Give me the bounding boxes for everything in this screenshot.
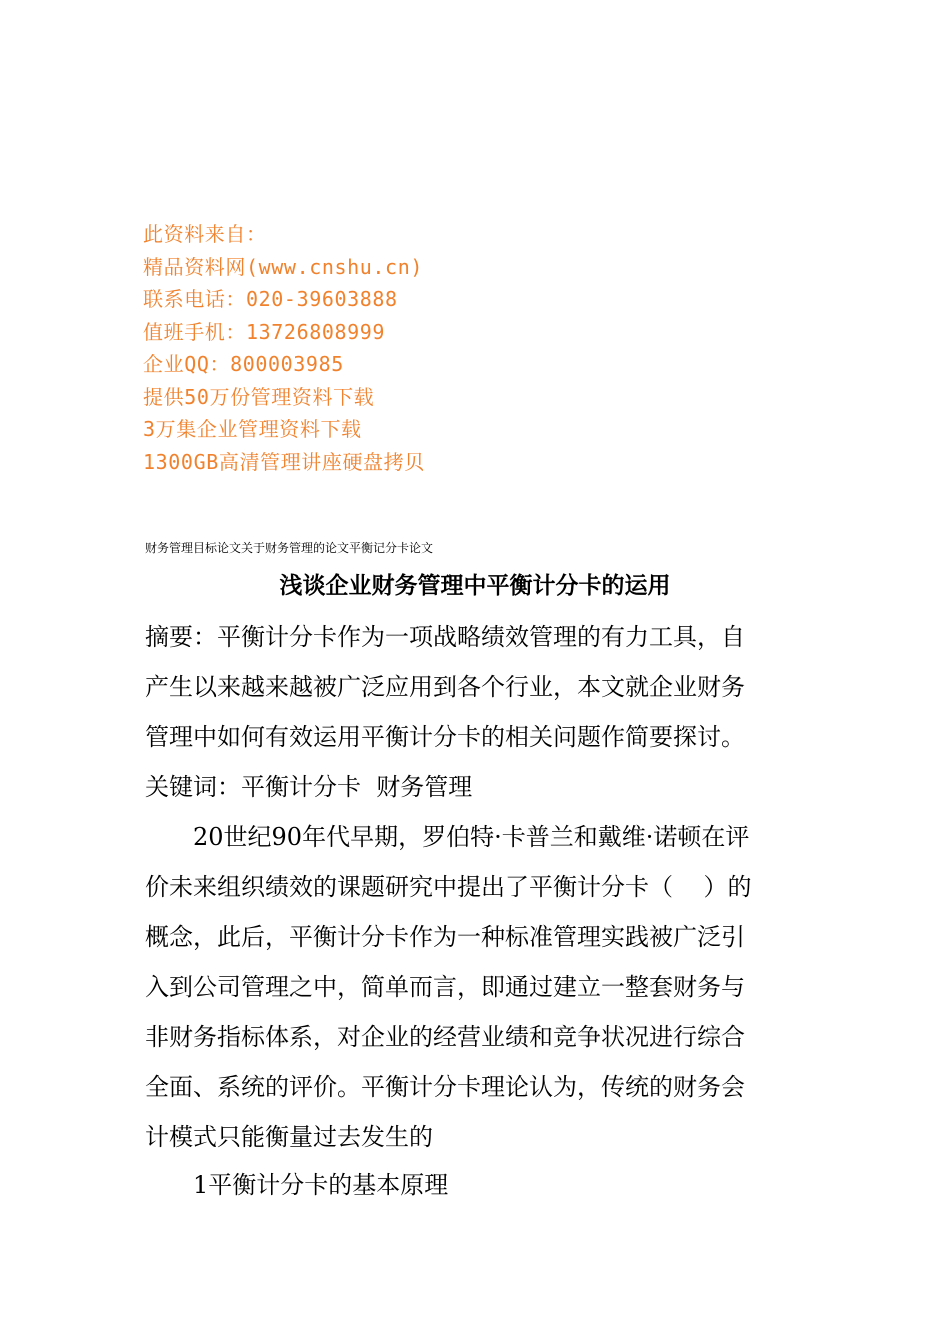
abstract-paragraph: [145, 612, 810, 762]
source-info-line: 值班手机：13726808999: [143, 319, 386, 344]
intro-line: 非财务指标体系，对企业的经营业绩和竞争状况进行综合: [145, 1023, 745, 1051]
keywords-paragraph: [145, 762, 810, 812]
source-info-line: 此资料来自：: [143, 222, 267, 246]
source-info-line: 3万集企业管理资料下载: [143, 417, 362, 441]
intro-paragraph: [145, 812, 810, 1162]
document-title: 浅谈企业财务管理中平衡计分卡的运用: [279, 573, 671, 599]
intro-line: 入到公司管理之中，简单而言，即通过建立一整套财务与: [145, 973, 745, 1001]
intro-line: 概念，此后，平衡计分卡作为一种标准管理实践被广泛引: [145, 923, 745, 951]
source-info-line: 精品资料网(www.cnshu.cn): [143, 254, 423, 279]
intro-line: 价未来组织绩效的课题研究中提出了平衡计分卡（ ）的: [145, 873, 752, 901]
source-info-line: 联系电话：020-39603888: [143, 287, 398, 311]
section-heading: [145, 1160, 810, 1210]
abstract-line: 管理中如何有效运用平衡计分卡的相关问题作简要探讨。: [145, 723, 745, 751]
document-header-line: 财务管理目标论文关于财务管理的论文平衡记分卡论文: [145, 541, 434, 555]
abstract-line: 摘要：平衡计分卡作为一项战略绩效管理的有力工具，自: [145, 623, 745, 651]
intro-line: 全面、系统的评价。平衡计分卡理论认为，传统的财务会: [145, 1073, 745, 1101]
source-info-line: 企业QQ：800003985: [143, 352, 344, 376]
section-heading-text: 1平衡计分卡的基本原理: [193, 1171, 449, 1199]
keywords-line: 关键词：平衡计分卡 财务管理: [145, 773, 473, 801]
abstract-line: 产生以来越来越被广泛应用到各个行业，本文就企业财务: [145, 673, 745, 701]
intro-line: 计模式只能衡量过去发生的: [145, 1123, 433, 1151]
intro-line: 20世纪90年代早期，罗伯特·卡普兰和戴维·诺顿在评: [193, 823, 750, 851]
source-info-block: [143, 218, 743, 478]
source-info-line: 1300GB高清管理讲座硬盘拷贝: [143, 449, 425, 474]
source-info-line: 提供50万份管理资料下载: [143, 384, 375, 409]
